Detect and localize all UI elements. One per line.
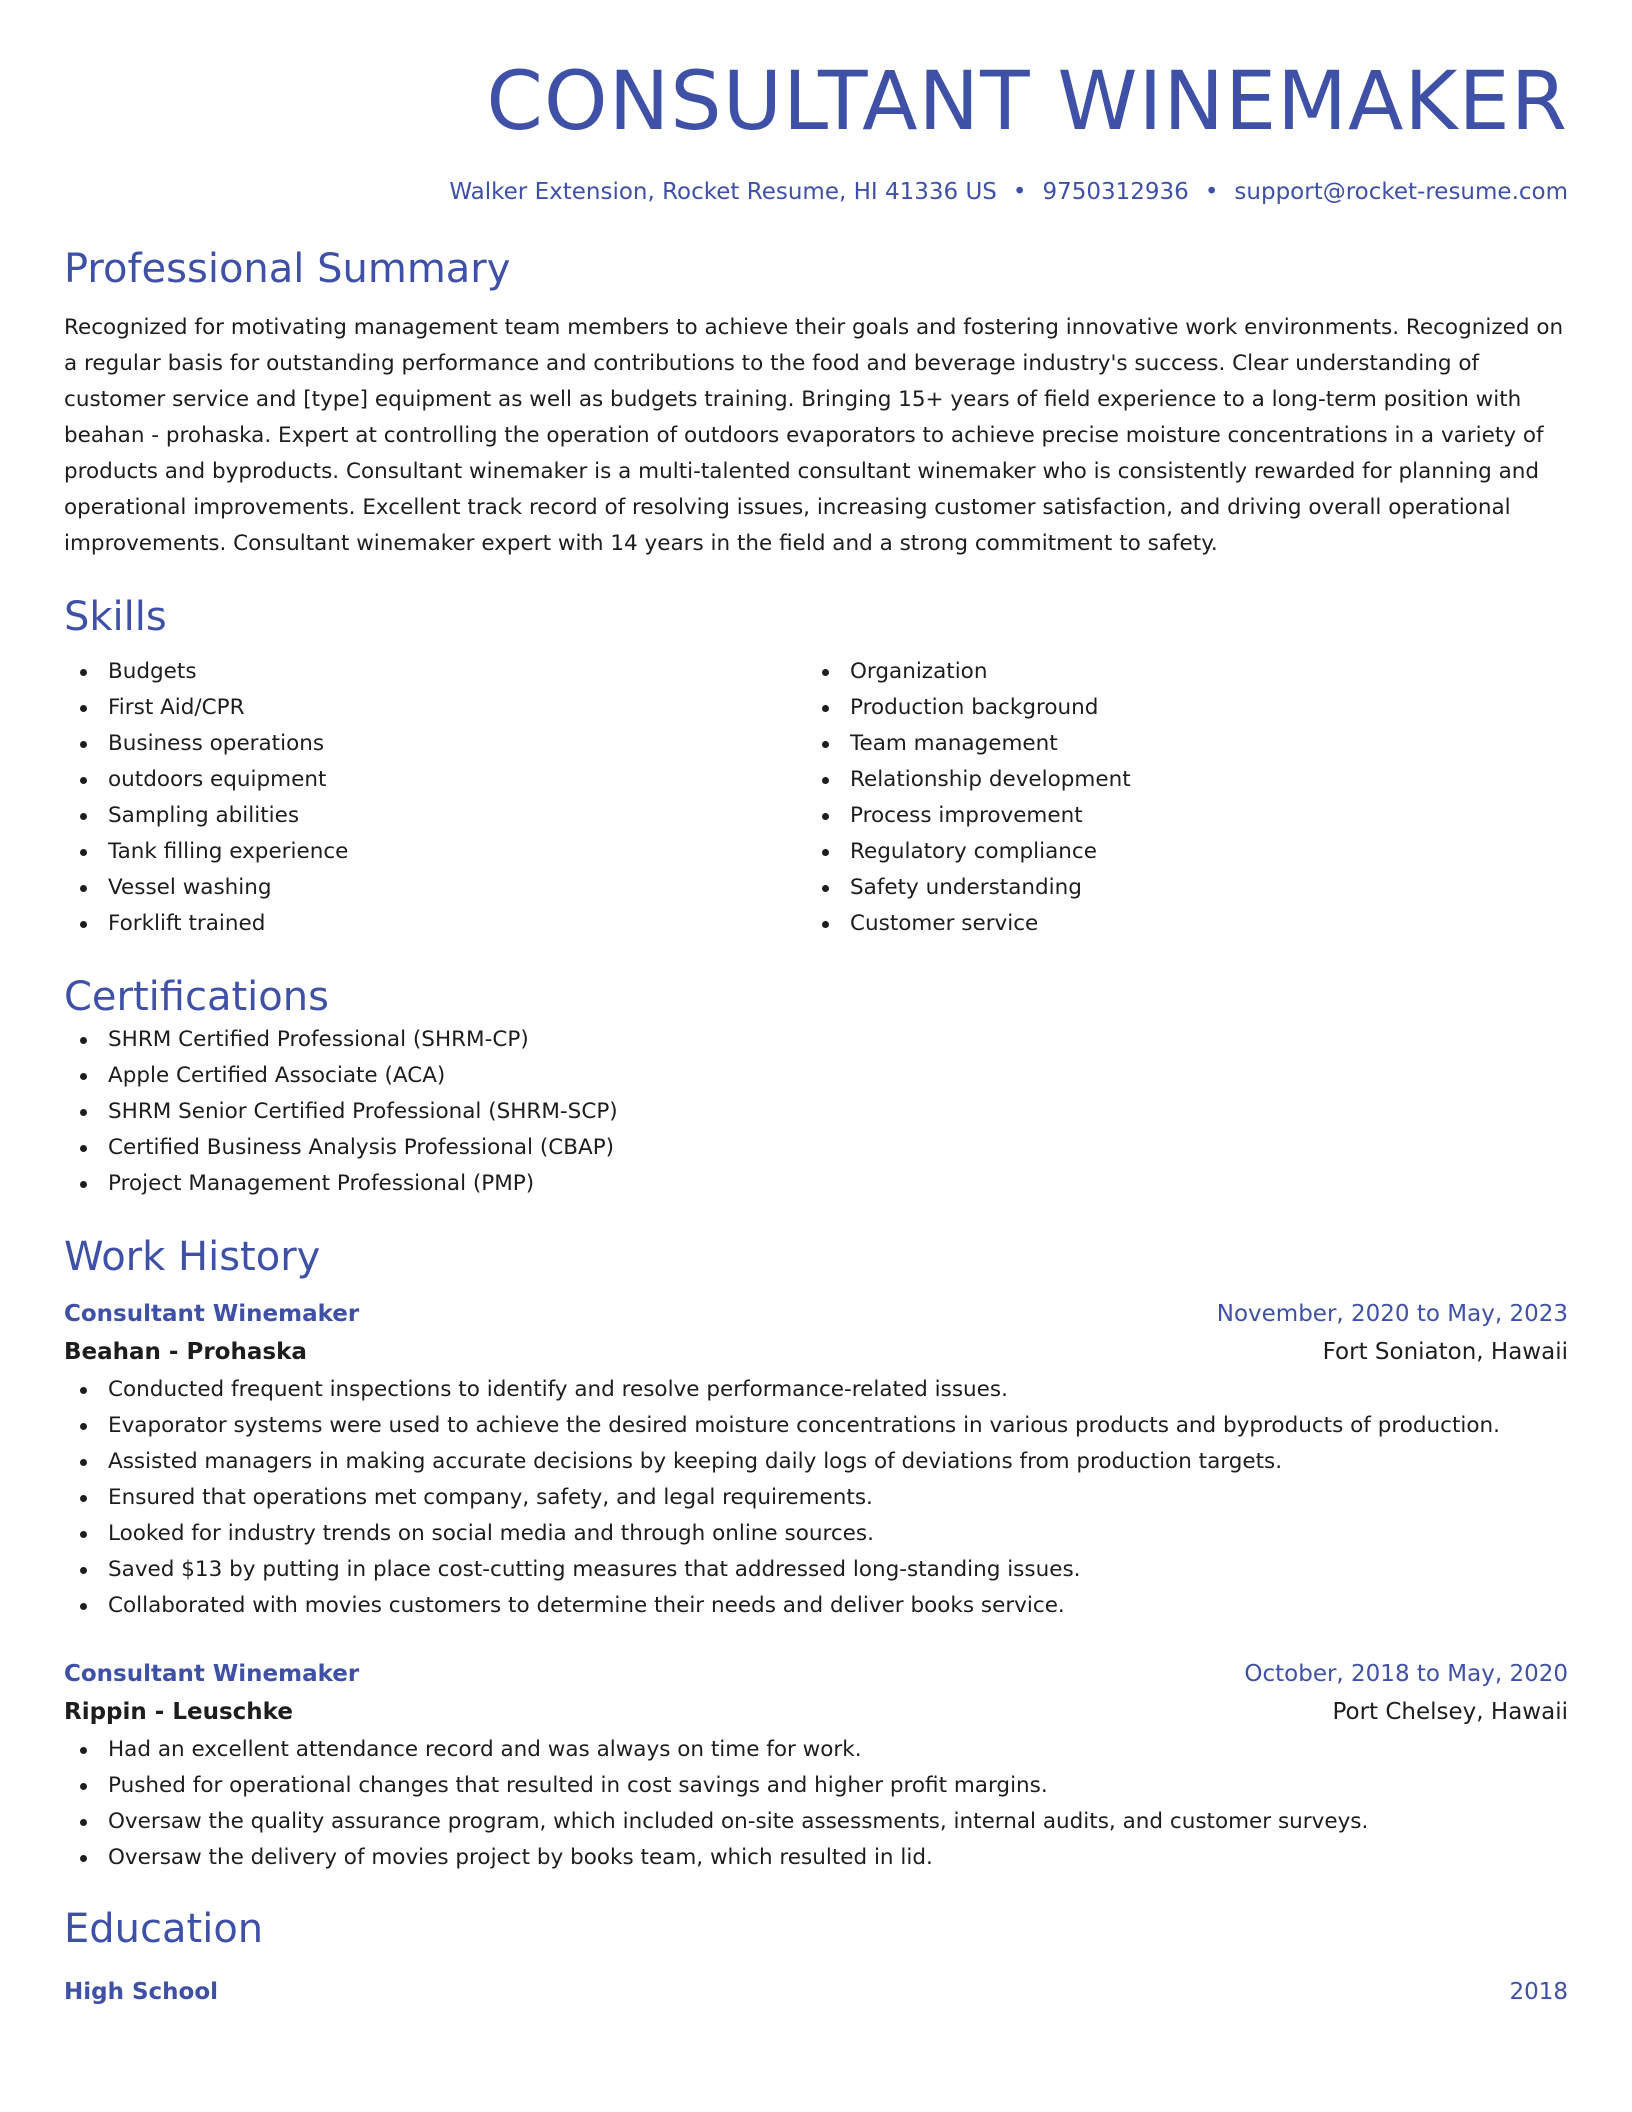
job-company: Beahan - Prohaska [64,1339,307,1365]
section-title-certifications: Certifications [64,974,329,1020]
contact-separator: • [1012,179,1027,205]
job-duty-item: Pushed for operational changes that resulted in cost savings and higher profit margins. [64,1768,1568,1804]
skill-item: Forklift trained [64,906,806,942]
skills-list-right [806,654,1548,942]
resume-header [64,52,1568,208]
contact-separator: • [1204,179,1219,205]
job-duty-item: Had an excellent attendance record and was always on time for work. [64,1732,1568,1768]
skill-item: Tank filling experience [64,834,806,870]
certification-item: Project Management Professional (PMP) [64,1166,1568,1202]
skill-item: Vessel washing [64,870,806,906]
job-duty-item: Assisted managers in making accurate decisions by keeping daily logs of deviations from production targets. [64,1444,1568,1480]
job-location: Port Chelsey, Hawaii [1332,1699,1568,1725]
education-entry [64,1974,1568,2010]
job-duties-list [64,1732,1568,1876]
candidate-name: CONSULTANT WINEMAKER [486,55,1568,149]
job-duty-item: Looked for industry trends on social media and through online sources. [64,1516,1568,1552]
skill-item: Team management [806,726,1548,762]
job-duty-item: Collaborated with movies customers to determine their needs and deliver books service. [64,1588,1568,1624]
job-duty-item: Conducted frequent inspections to identify and resolve performance-related issues. [64,1372,1568,1408]
job-duties-list [64,1372,1568,1624]
skill-item: Business operations [64,726,806,762]
section-title-work-history: Work History [64,1234,321,1280]
certifications-list [64,1022,1568,1202]
skills-column-right [806,654,1548,942]
certification-item: Certified Business Analysis Professional (CBAP) [64,1130,1568,1166]
skill-item: Sampling abilities [64,798,806,834]
job-company-row [64,1692,1568,1732]
job-title: Consultant Winemaker [64,1661,360,1687]
skill-item: First Aid/CPR [64,690,806,726]
summary-text: Recognized for motivating management team members to achieve their goals and fostering innovative work environments. Recognized on a regular basis for outstanding performance and contributions to the food and beverage industry's success. Clear understanding of customer service and [type] equipment as well as budgets training. Bringing 15+ years of field experience to a long-term position with beahan - prohaska. Expert at controlling the operation of outdoors evaporators to achieve precise moisture concentrations in a variety of products and byproducts. Consultant winemaker is a multi-talented consultant winemaker who is consistently rewarded for planning and operational improvements. Excellent track record of resolving issues, increasing customer satisfaction, and driving overall operational improvements. Consultant winemaker expert with 14 years in the field and a strong commitment to safety. [64,315,1564,556]
skill-item: Regulatory compliance [806,834,1548,870]
contact-line [64,176,1568,208]
certification-item: SHRM Certified Professional (SHRM-CP) [64,1022,1568,1058]
section-title-summary: Professional Summary [64,246,511,292]
job-entry [64,1656,1568,1876]
section-title-education: Education [64,1906,264,1952]
job-dates: November, 2020 to May, 2023 [1216,1301,1568,1327]
skill-item: Process improvement [806,798,1548,834]
job-company: Rippin - Leuschke [64,1699,293,1725]
skill-item: Safety understanding [806,870,1548,906]
job-title: Consultant Winemaker [64,1301,360,1327]
job-dates: October, 2018 to May, 2020 [1244,1661,1568,1687]
section-title-skills: Skills [64,594,167,640]
skill-item: Budgets [64,654,806,690]
job-location: Fort Soniaton, Hawaii [1322,1339,1568,1365]
skill-item: Relationship development [806,762,1548,798]
skills-column-left [64,654,806,942]
job-duty-item: Evaporator systems were used to achieve the desired moisture concentrations in various products and byproducts of production. [64,1408,1568,1444]
contact-phone: 9750312936 [1042,179,1189,205]
certification-item: SHRM Senior Certified Professional (SHRM-SCP) [64,1094,1568,1130]
job-duty-item: Oversaw the quality assurance program, which included on-site assessments, internal audits, and customer surveys. [64,1804,1568,1840]
job-duty-item: Saved $13 by putting in place cost-cutting measures that addressed long-standing issues. [64,1552,1568,1588]
education-degree: High School [64,1979,219,2005]
job-header-row [64,1656,1568,1692]
education-year: 2018 [1509,1979,1568,2005]
skill-item: Customer service [806,906,1548,942]
job-company-row [64,1332,1568,1372]
certification-item: Apple Certified Associate (ACA) [64,1058,1568,1094]
contact-address: Walker Extension, Rocket Resume, HI 41336 US [449,179,997,205]
skills-grid [64,654,1568,942]
skill-item: outdoors equipment [64,762,806,798]
skills-list-left [64,654,806,942]
job-header-row [64,1296,1568,1332]
job-entry [64,1296,1568,1624]
skill-item: Production background [806,690,1548,726]
job-duty-item: Ensured that operations met company, safety, and legal requirements. [64,1480,1568,1516]
skill-item: Organization [806,654,1548,690]
job-duty-item: Oversaw the delivery of movies project by books team, which resulted in lid. [64,1840,1568,1876]
contact-email: support@rocket-resume.com [1234,179,1568,205]
